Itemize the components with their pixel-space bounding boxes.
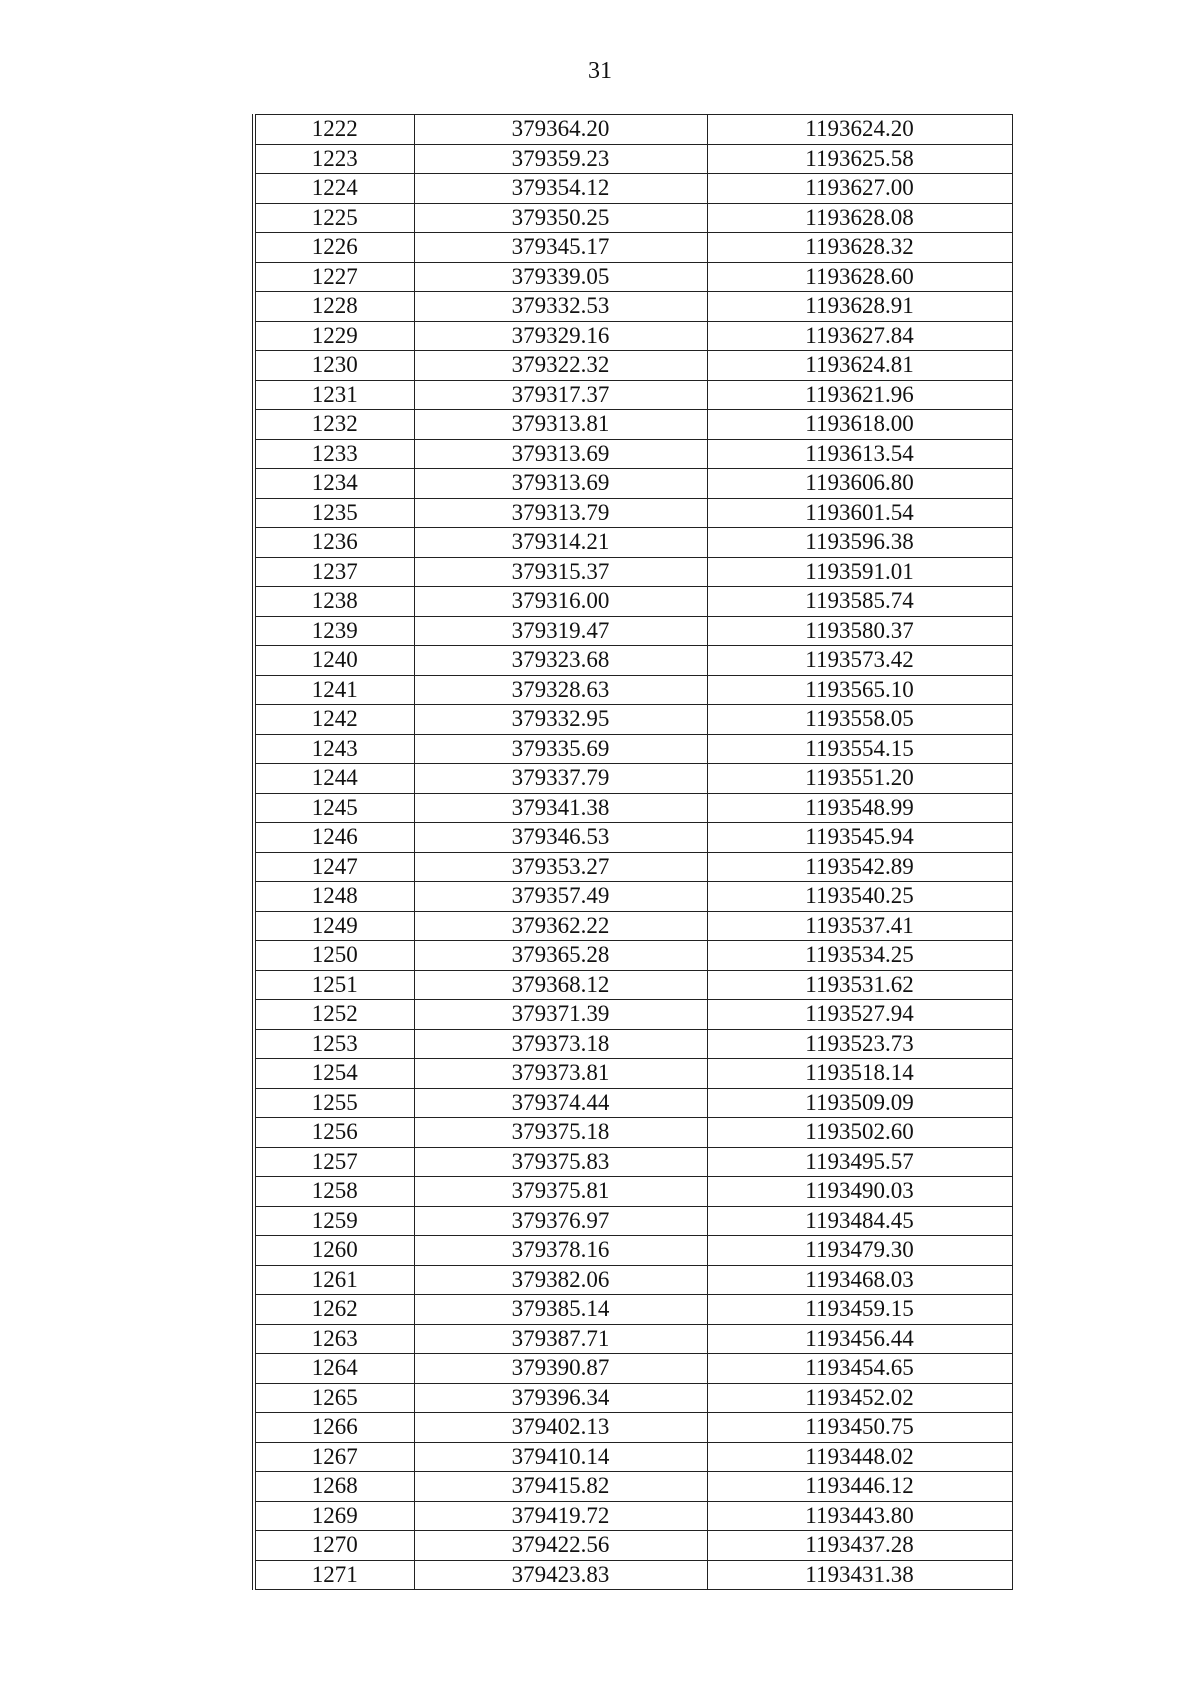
x-coordinate-cell: 379315.37: [414, 557, 707, 587]
x-coordinate-cell: 379313.81: [414, 410, 707, 440]
y-coordinate-cell: 1193484.45: [707, 1206, 1012, 1236]
y-coordinate-cell: 1193596.38: [707, 528, 1012, 558]
y-coordinate-cell: 1193448.02: [707, 1442, 1012, 1472]
x-coordinate-cell: 379332.53: [414, 292, 707, 322]
table-row: [254, 233, 1012, 263]
table-row: [254, 115, 1012, 145]
y-coordinate-cell: 1193548.99: [707, 793, 1012, 823]
point-id-cell: 1269: [254, 1501, 414, 1531]
table-row: [254, 174, 1012, 204]
table-row: [254, 439, 1012, 469]
x-coordinate-cell: 379422.56: [414, 1531, 707, 1561]
y-coordinate-cell: 1193573.42: [707, 646, 1012, 676]
table-row: [254, 764, 1012, 794]
x-coordinate-cell: 379364.20: [414, 115, 707, 145]
point-id-cell: 1253: [254, 1029, 414, 1059]
y-coordinate-cell: 1193601.54: [707, 498, 1012, 528]
table-row: [254, 469, 1012, 499]
table-row: [254, 1118, 1012, 1148]
table-row: [254, 380, 1012, 410]
table-row: [254, 262, 1012, 292]
point-id-cell: 1262: [254, 1295, 414, 1325]
table-row: [254, 1442, 1012, 1472]
x-coordinate-cell: 379329.16: [414, 321, 707, 351]
y-coordinate-cell: 1193628.32: [707, 233, 1012, 263]
y-coordinate-cell: 1193565.10: [707, 675, 1012, 705]
y-coordinate-cell: 1193613.54: [707, 439, 1012, 469]
x-coordinate-cell: 379313.69: [414, 469, 707, 499]
x-coordinate-cell: 379373.81: [414, 1059, 707, 1089]
point-id-cell: 1256: [254, 1118, 414, 1148]
table-row: [254, 970, 1012, 1000]
x-coordinate-cell: 379346.53: [414, 823, 707, 853]
x-coordinate-cell: 379341.38: [414, 793, 707, 823]
table-row: [254, 882, 1012, 912]
x-coordinate-cell: 379316.00: [414, 587, 707, 617]
y-coordinate-cell: 1193454.65: [707, 1354, 1012, 1384]
x-coordinate-cell: 379423.83: [414, 1560, 707, 1590]
table-row: [254, 823, 1012, 853]
x-coordinate-cell: 379375.83: [414, 1147, 707, 1177]
y-coordinate-cell: 1193490.03: [707, 1177, 1012, 1207]
x-coordinate-cell: 379357.49: [414, 882, 707, 912]
table-row: [254, 1413, 1012, 1443]
x-coordinate-cell: 379359.23: [414, 144, 707, 174]
x-coordinate-cell: 379415.82: [414, 1472, 707, 1502]
table-row: [254, 911, 1012, 941]
table-row: [254, 557, 1012, 587]
x-coordinate-cell: 379376.97: [414, 1206, 707, 1236]
point-id-cell: 1222: [254, 115, 414, 145]
point-id-cell: 1239: [254, 616, 414, 646]
y-coordinate-cell: 1193585.74: [707, 587, 1012, 617]
y-coordinate-cell: 1193554.15: [707, 734, 1012, 764]
point-id-cell: 1223: [254, 144, 414, 174]
y-coordinate-cell: 1193627.84: [707, 321, 1012, 351]
y-coordinate-cell: 1193537.41: [707, 911, 1012, 941]
x-coordinate-cell: 379350.25: [414, 203, 707, 233]
y-coordinate-cell: 1193540.25: [707, 882, 1012, 912]
point-id-cell: 1254: [254, 1059, 414, 1089]
page-number: 31: [588, 58, 612, 84]
y-coordinate-cell: 1193628.08: [707, 203, 1012, 233]
y-coordinate-cell: 1193502.60: [707, 1118, 1012, 1148]
table-row: [254, 1560, 1012, 1590]
table-row: [254, 1000, 1012, 1030]
table-row: [254, 203, 1012, 233]
table-row: [254, 675, 1012, 705]
point-id-cell: 1266: [254, 1413, 414, 1443]
x-coordinate-cell: 379396.34: [414, 1383, 707, 1413]
table-row: [254, 941, 1012, 971]
point-id-cell: 1233: [254, 439, 414, 469]
y-coordinate-cell: 1193431.38: [707, 1560, 1012, 1590]
x-coordinate-cell: 379365.28: [414, 941, 707, 971]
table-row: [254, 1472, 1012, 1502]
point-id-cell: 1252: [254, 1000, 414, 1030]
x-coordinate-cell: 379313.69: [414, 439, 707, 469]
point-id-cell: 1240: [254, 646, 414, 676]
x-coordinate-cell: 379368.12: [414, 970, 707, 1000]
point-id-cell: 1258: [254, 1177, 414, 1207]
point-id-cell: 1236: [254, 528, 414, 558]
y-coordinate-cell: 1193437.28: [707, 1531, 1012, 1561]
table-row: [254, 1059, 1012, 1089]
table-row: [254, 616, 1012, 646]
x-coordinate-cell: 379402.13: [414, 1413, 707, 1443]
table-row: [254, 528, 1012, 558]
x-coordinate-cell: 379328.63: [414, 675, 707, 705]
y-coordinate-cell: 1193606.80: [707, 469, 1012, 499]
y-coordinate-cell: 1193459.15: [707, 1295, 1012, 1325]
x-coordinate-cell: 379332.95: [414, 705, 707, 735]
point-id-cell: 1232: [254, 410, 414, 440]
table-row: [254, 1236, 1012, 1266]
table-row: [254, 1295, 1012, 1325]
x-coordinate-cell: 379390.87: [414, 1354, 707, 1384]
point-id-cell: 1247: [254, 852, 414, 882]
point-id-cell: 1271: [254, 1560, 414, 1590]
table-row: [254, 1177, 1012, 1207]
y-coordinate-cell: 1193551.20: [707, 764, 1012, 794]
point-id-cell: 1225: [254, 203, 414, 233]
y-coordinate-cell: 1193523.73: [707, 1029, 1012, 1059]
y-coordinate-cell: 1193558.05: [707, 705, 1012, 735]
table-row: [254, 1029, 1012, 1059]
table-row: [254, 734, 1012, 764]
y-coordinate-cell: 1193625.58: [707, 144, 1012, 174]
y-coordinate-cell: 1193452.02: [707, 1383, 1012, 1413]
table-row: [254, 1354, 1012, 1384]
coordinate-table-body: [254, 115, 1012, 1590]
point-id-cell: 1230: [254, 351, 414, 381]
x-coordinate-cell: 379319.47: [414, 616, 707, 646]
y-coordinate-cell: 1193618.00: [707, 410, 1012, 440]
y-coordinate-cell: 1193580.37: [707, 616, 1012, 646]
y-coordinate-cell: 1193542.89: [707, 852, 1012, 882]
point-id-cell: 1249: [254, 911, 414, 941]
point-id-cell: 1234: [254, 469, 414, 499]
x-coordinate-cell: 379313.79: [414, 498, 707, 528]
point-id-cell: 1270: [254, 1531, 414, 1561]
point-id-cell: 1255: [254, 1088, 414, 1118]
table-row: [254, 144, 1012, 174]
table-row: [254, 852, 1012, 882]
x-coordinate-cell: 379337.79: [414, 764, 707, 794]
x-coordinate-cell: 379387.71: [414, 1324, 707, 1354]
y-coordinate-cell: 1193518.14: [707, 1059, 1012, 1089]
point-id-cell: 1268: [254, 1472, 414, 1502]
x-coordinate-cell: 379385.14: [414, 1295, 707, 1325]
point-id-cell: 1261: [254, 1265, 414, 1295]
x-coordinate-cell: 379353.27: [414, 852, 707, 882]
y-coordinate-cell: 1193628.91: [707, 292, 1012, 322]
point-id-cell: 1226: [254, 233, 414, 263]
table-row: [254, 1531, 1012, 1561]
y-coordinate-cell: 1193545.94: [707, 823, 1012, 853]
y-coordinate-cell: 1193479.30: [707, 1236, 1012, 1266]
point-id-cell: 1245: [254, 793, 414, 823]
point-id-cell: 1248: [254, 882, 414, 912]
point-id-cell: 1264: [254, 1354, 414, 1384]
point-id-cell: 1267: [254, 1442, 414, 1472]
y-coordinate-cell: 1193456.44: [707, 1324, 1012, 1354]
table-row: [254, 705, 1012, 735]
point-id-cell: 1228: [254, 292, 414, 322]
point-id-cell: 1231: [254, 380, 414, 410]
point-id-cell: 1227: [254, 262, 414, 292]
x-coordinate-cell: 379382.06: [414, 1265, 707, 1295]
table-row: [254, 321, 1012, 351]
y-coordinate-cell: 1193621.96: [707, 380, 1012, 410]
table-row: [254, 498, 1012, 528]
x-coordinate-cell: 379374.44: [414, 1088, 707, 1118]
y-coordinate-cell: 1193534.25: [707, 941, 1012, 971]
y-coordinate-cell: 1193495.57: [707, 1147, 1012, 1177]
point-id-cell: 1263: [254, 1324, 414, 1354]
point-id-cell: 1229: [254, 321, 414, 351]
table-row: [254, 1147, 1012, 1177]
x-coordinate-cell: 379373.18: [414, 1029, 707, 1059]
x-coordinate-cell: 379354.12: [414, 174, 707, 204]
x-coordinate-cell: 379345.17: [414, 233, 707, 263]
x-coordinate-cell: 379322.32: [414, 351, 707, 381]
y-coordinate-cell: 1193624.81: [707, 351, 1012, 381]
x-coordinate-cell: 379371.39: [414, 1000, 707, 1030]
x-coordinate-cell: 379335.69: [414, 734, 707, 764]
x-coordinate-cell: 379375.18: [414, 1118, 707, 1148]
x-coordinate-cell: 379339.05: [414, 262, 707, 292]
x-coordinate-cell: 379375.81: [414, 1177, 707, 1207]
x-coordinate-cell: 379378.16: [414, 1236, 707, 1266]
point-id-cell: 1244: [254, 764, 414, 794]
table-row: [254, 587, 1012, 617]
table-row: [254, 1088, 1012, 1118]
y-coordinate-cell: 1193509.09: [707, 1088, 1012, 1118]
table-row: [254, 292, 1012, 322]
point-id-cell: 1238: [254, 587, 414, 617]
point-id-cell: 1224: [254, 174, 414, 204]
point-id-cell: 1237: [254, 557, 414, 587]
x-coordinate-cell: 379410.14: [414, 1442, 707, 1472]
y-coordinate-cell: 1193531.62: [707, 970, 1012, 1000]
table-row: [254, 1265, 1012, 1295]
y-coordinate-cell: 1193446.12: [707, 1472, 1012, 1502]
point-id-cell: 1246: [254, 823, 414, 853]
y-coordinate-cell: 1193591.01: [707, 557, 1012, 587]
point-id-cell: 1250: [254, 941, 414, 971]
y-coordinate-cell: 1193527.94: [707, 1000, 1012, 1030]
y-coordinate-cell: 1193627.00: [707, 174, 1012, 204]
table-row: [254, 410, 1012, 440]
table-row: [254, 1206, 1012, 1236]
y-coordinate-cell: 1193450.75: [707, 1413, 1012, 1443]
table-row: [254, 1324, 1012, 1354]
table-row: [254, 1383, 1012, 1413]
table-row: [254, 351, 1012, 381]
x-coordinate-cell: 379317.37: [414, 380, 707, 410]
point-id-cell: 1257: [254, 1147, 414, 1177]
y-coordinate-cell: 1193628.60: [707, 262, 1012, 292]
point-id-cell: 1241: [254, 675, 414, 705]
table-row: [254, 793, 1012, 823]
y-coordinate-cell: 1193443.80: [707, 1501, 1012, 1531]
x-coordinate-cell: 379314.21: [414, 528, 707, 558]
table-row: [254, 1501, 1012, 1531]
point-id-cell: 1243: [254, 734, 414, 764]
x-coordinate-cell: 379323.68: [414, 646, 707, 676]
coordinate-table: [252, 114, 1013, 1590]
point-id-cell: 1242: [254, 705, 414, 735]
table-row: [254, 646, 1012, 676]
point-id-cell: 1235: [254, 498, 414, 528]
point-id-cell: 1265: [254, 1383, 414, 1413]
point-id-cell: 1260: [254, 1236, 414, 1266]
x-coordinate-cell: 379362.22: [414, 911, 707, 941]
y-coordinate-cell: 1193624.20: [707, 115, 1012, 145]
point-id-cell: 1259: [254, 1206, 414, 1236]
y-coordinate-cell: 1193468.03: [707, 1265, 1012, 1295]
point-id-cell: 1251: [254, 970, 414, 1000]
x-coordinate-cell: 379419.72: [414, 1501, 707, 1531]
